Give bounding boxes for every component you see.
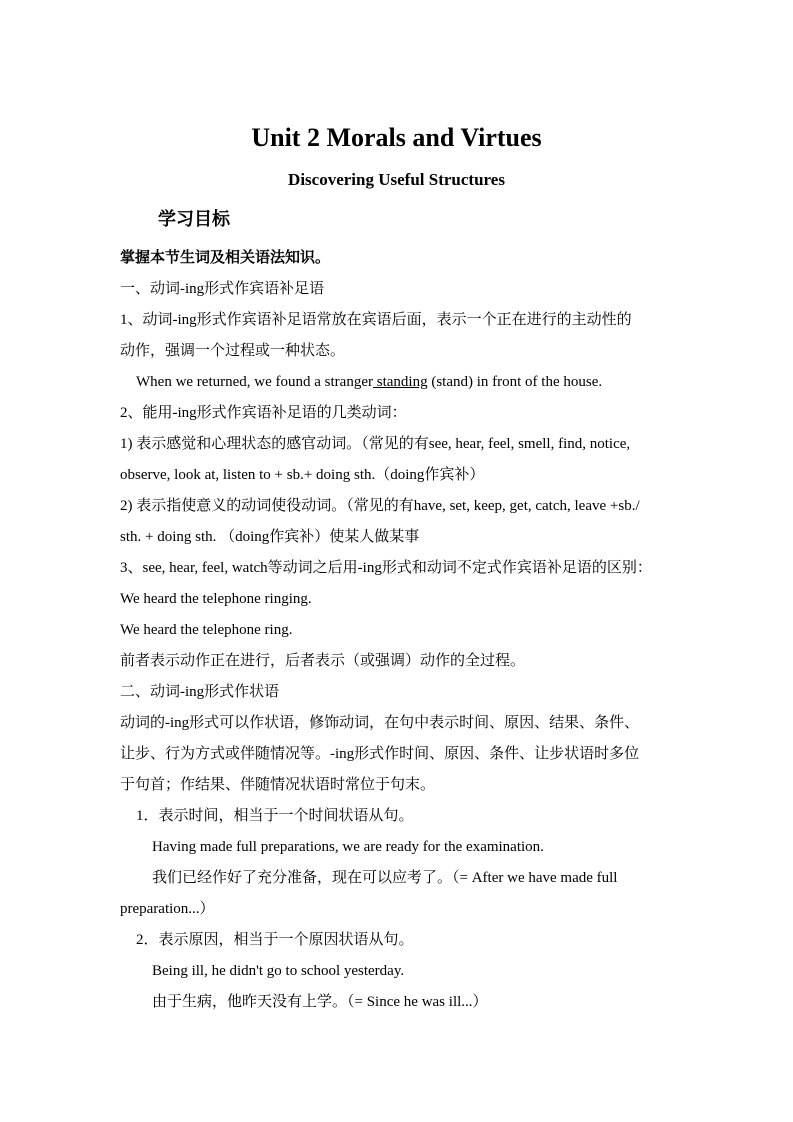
example-sentence: We heard the telephone ring. bbox=[120, 622, 293, 638]
paragraph-line: 1) 表示感觉和心理状态的感官动词。（常见的有see, hear, feel, smell, find, notice, bbox=[120, 436, 631, 452]
numbered-item: 1．表示时间，相当于一个时间状语从句。 bbox=[136, 808, 414, 824]
paragraph-line: 于句首；作结果、伴随情况状语时常位于句末。 bbox=[120, 777, 436, 793]
paragraph-line: 2、能用-ing形式作宾语补足语的几类动词： bbox=[120, 405, 407, 421]
paragraph-line: 3、see, hear, feel, watch等动词之后用-ing形式和动词不定式作宾语补足语的区别： bbox=[120, 560, 652, 576]
example-sentence: Being ill, he didn't go to school yesterday. bbox=[152, 963, 405, 979]
paragraph-line: sth. + doing sth. （doing作宾补）使某人做某事 bbox=[120, 529, 420, 545]
translation-line: preparation...） bbox=[120, 901, 215, 917]
paragraph-line: 1、动词-ing形式作宾语补足语常放在宾语后面，表示一个正在进行的主动性的 bbox=[120, 312, 632, 328]
example-part: When we returned, we found a stranger bbox=[136, 374, 373, 390]
paragraph-line: observe, look at, listen to + sb.+ doing sth.（doing作宾补） bbox=[120, 467, 485, 483]
paragraph-line: 2) 表示指使意义的动词使役动词。（常见的有have, set, keep, get, catch, leave +sb./ bbox=[120, 498, 640, 514]
translation-line: 我们已经作好了充分准备，现在可以应考了。（= After we have made full bbox=[152, 870, 618, 886]
paragraph-line: 动作，强调一个过程或一种状态。 bbox=[120, 343, 346, 359]
heading-one: 一、动词-ing形式作宾语补足语 bbox=[120, 281, 325, 297]
paragraph-line: 动词的-ing形式可以作状语，修饰动词，在句中表示时间、原因、结果、条件、 bbox=[120, 715, 640, 731]
translation-line: 由于生病，他昨天没有上学。（= Since he was ill...） bbox=[152, 994, 488, 1010]
heading-two: 二、动词-ing形式作状语 bbox=[120, 684, 280, 700]
example-sentence: We heard the telephone ringing. bbox=[120, 591, 312, 607]
numbered-item: 2．表示原因，相当于一个原因状语从句。 bbox=[136, 932, 414, 948]
paragraph-line: 前者表示动作正在进行，后者表示（或强调）动作的全过程。 bbox=[120, 653, 526, 669]
example-sentence bbox=[136, 372, 683, 392]
section-heading: 学习目标 bbox=[158, 209, 230, 230]
objective-text: 掌握本节生词及相关语法知识。 bbox=[120, 250, 331, 266]
paragraph-line: 让步、行为方式或伴随情况等。-ing形式作时间、原因、条件、让步状语时多位 bbox=[120, 746, 640, 762]
example-part: (stand) in front of the house. bbox=[427, 374, 603, 390]
document-subtitle: Discovering Useful Structures bbox=[288, 170, 505, 189]
document-title: Unit 2 Morals and Virtues bbox=[251, 123, 542, 152]
underlined-answer: standing bbox=[372, 374, 428, 390]
example-sentence: Having made full preparations, we are ready for the examination. bbox=[152, 839, 544, 855]
